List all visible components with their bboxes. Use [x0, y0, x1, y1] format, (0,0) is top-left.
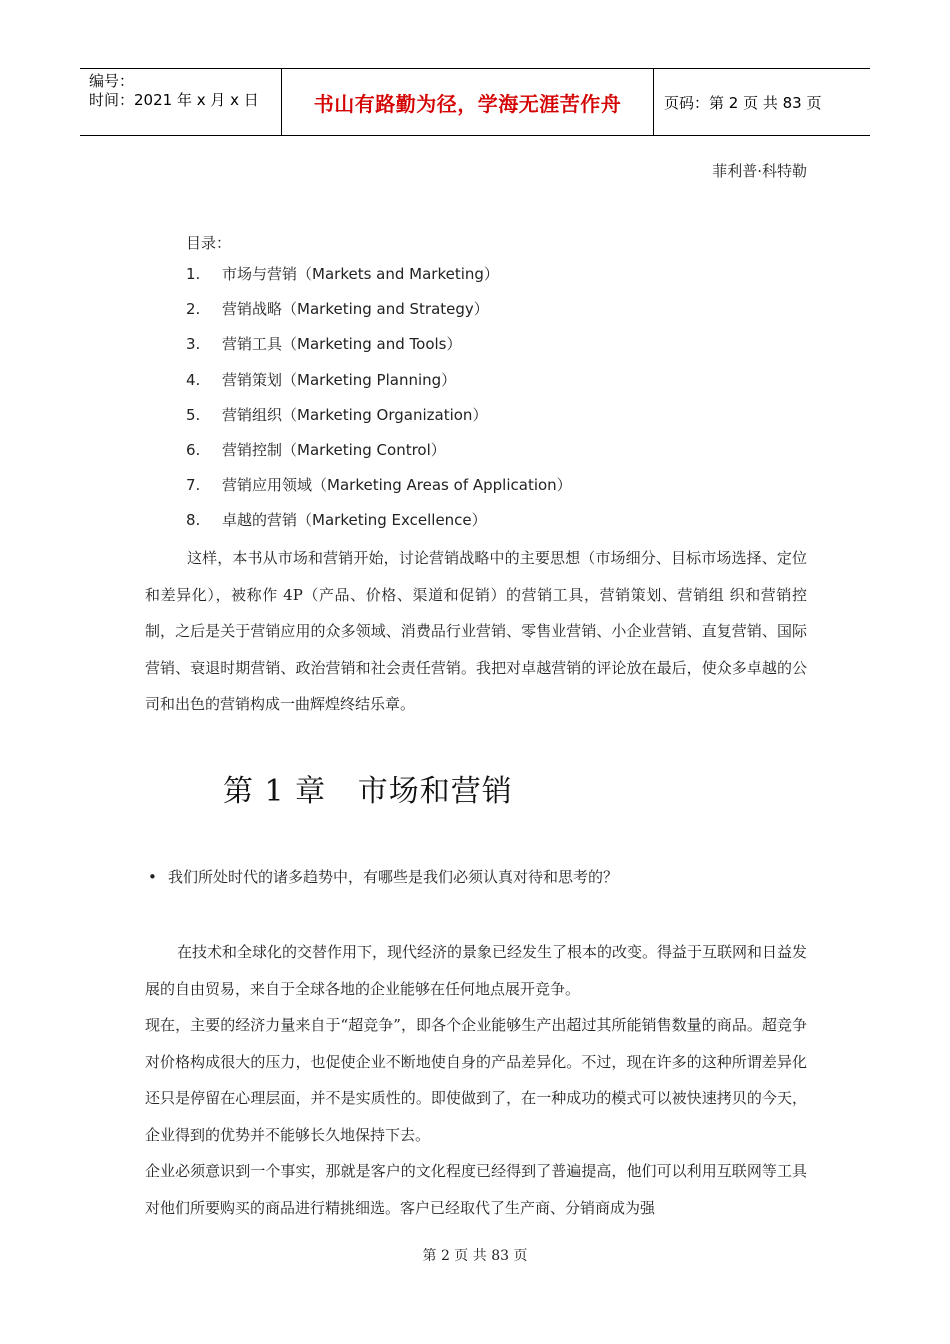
- toc-item-en: （Marketing Planning）: [282, 370, 457, 389]
- toc-item-number: 8.: [186, 511, 201, 530]
- toc-list: [186, 263, 572, 545]
- toc-item-en: （Marketing and Strategy）: [282, 300, 489, 319]
- page-footer: 第 2 页 共 83 页: [422, 1248, 528, 1264]
- toc-item-number: 6.: [186, 440, 201, 459]
- toc-item-zh: 卓越的营销: [222, 511, 298, 530]
- body-paragraph: 现在，主要的经济力量来自于“超竞争”，即各个企业能够生产出超过其所能销售数量的商品。超竞争对价格构成很大的压力，也促使企业不断地使自身的产品差异化。不过，现在许多的这种所谓差异化还只是停留在心理层面，并不是实质性的。即使做到了，在一种成功的模式可以被快速拷贝的今天，企业得到的优势并不能够长久地保持下去。: [145, 1016, 807, 1144]
- toc-item-en: （Marketing Control）: [282, 440, 446, 459]
- toc-item-en: （Marketing Excellence）: [297, 511, 487, 530]
- bullet-icon: •: [148, 868, 157, 886]
- header-table: [80, 68, 870, 136]
- toc-item-number: 4.: [186, 370, 201, 389]
- toc-item-zh: 营销应用领域: [222, 476, 313, 495]
- body-text: [145, 934, 807, 1226]
- header-time-label: 时间：2021 年 x 月 x 日: [89, 91, 259, 109]
- toc-item-en: （Marketing Organization）: [282, 405, 488, 424]
- toc-item: [186, 474, 572, 509]
- toc-item: [186, 298, 572, 333]
- author-name: 菲利普·科特勒: [712, 162, 807, 180]
- toc-item-number: 7.: [186, 476, 201, 495]
- toc-item: [186, 263, 572, 298]
- header-motto: 书山有路勤为径，学海无涯苦作舟: [281, 69, 654, 135]
- toc-item-en: （Marketing Areas of Application）: [312, 476, 572, 495]
- toc-title: 目录：: [186, 234, 232, 252]
- header-left-cell: [80, 69, 281, 135]
- toc-item-en: （Markets and Marketing）: [297, 265, 499, 283]
- toc-item-en: （Marketing and Tools）: [282, 335, 462, 354]
- header-page-info: 页码：第 2 页 共 83 页: [664, 93, 822, 112]
- bullet-question: [148, 866, 618, 887]
- intro-paragraph: 这样，本书从市场和营销开始，讨论营销战略中的主要思想（市场细分、目标市场选择、定位和差异化），被称作 4P（产品、价格、渠道和促销）的营销工具，营销策划、营销组 织和营销控制，之后是关于营销应用的众多领域、消费品行业营销、零售业营销、小企业营销、直复营销、国际营销、衰退时期营销、政治营销和社会责任营销。我把对卓越营销的评论放在最后，使众多卓越的公司和出色的营销构成一曲辉煌终结乐章。: [145, 549, 807, 714]
- body-paragraph: 企业必须意识到一个事实，那就是客户的文化程度已经得到了普遍提高，他们可以利用互联网等工具对他们所要购买的商品进行精挑细选。客户已经取代了生产商、分销商成为强: [145, 1162, 807, 1217]
- toc-item-zh: 营销工具: [222, 335, 283, 354]
- bullet-text: 我们所处时代的诸多趋势中，有哪些是我们必须认真对待和思考的？: [168, 868, 619, 886]
- toc-item-number: 2.: [186, 300, 201, 319]
- toc-item: [186, 369, 572, 404]
- toc-item-zh: 营销控制: [222, 440, 283, 459]
- body-paragraph: 在技术和全球化的交替作用下，现代经济的景象已经发生了根本的改变。得益于互联网和日益发展的自由贸易，来自于全球各地的企业能够在任何地点展开竞争。: [145, 943, 808, 998]
- header-number-label: 编号：: [89, 72, 135, 90]
- toc-item-zh: 营销组织: [222, 405, 283, 424]
- toc-item-number: 1.: [186, 265, 201, 283]
- toc-item-zh: 市场与营销: [222, 265, 298, 283]
- toc-item-number: 5.: [186, 405, 201, 424]
- toc-item: [186, 439, 572, 474]
- chapter-title: 第 1 章 市场和营销: [223, 774, 513, 809]
- toc-item-zh: 营销策划: [222, 370, 283, 389]
- toc-item-number: 3.: [186, 335, 201, 354]
- toc-item-zh: 营销战略: [222, 300, 283, 319]
- toc-item: [186, 404, 572, 439]
- toc-item: [186, 333, 572, 368]
